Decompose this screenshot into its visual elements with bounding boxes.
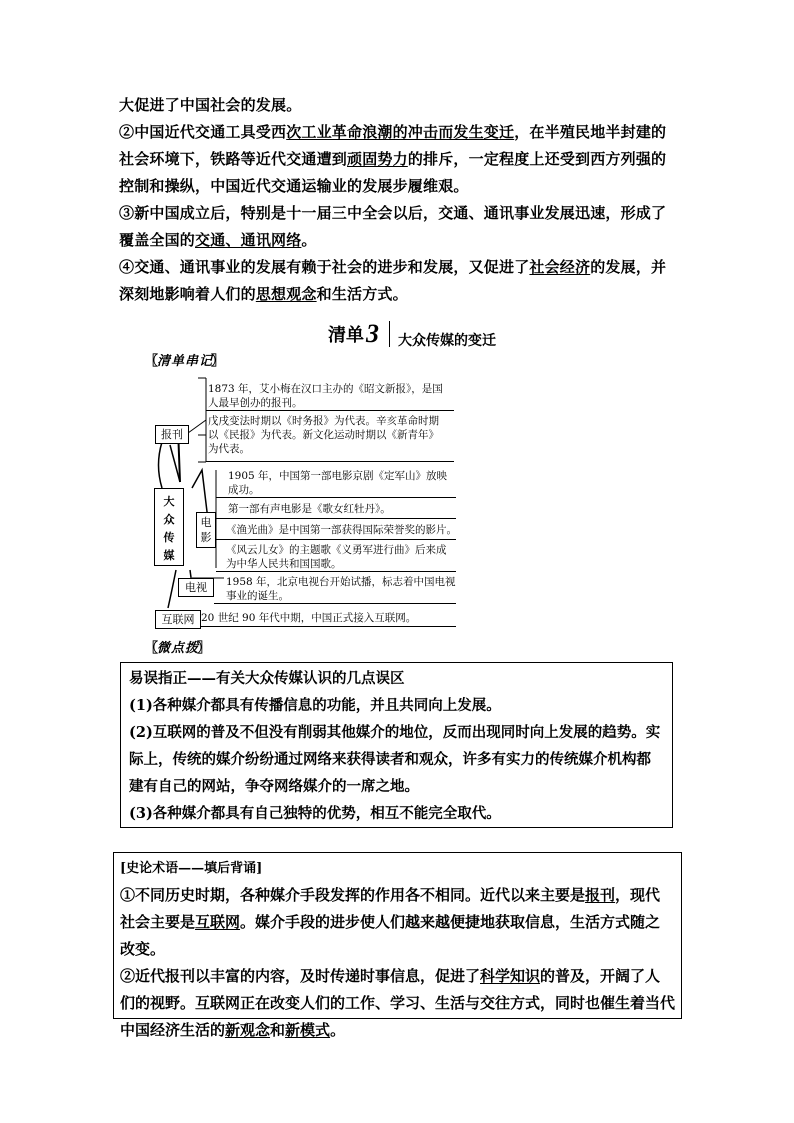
p2-underline-forces: 顽固势力 — [347, 150, 408, 168]
p4-text-a: ④交通、通讯事业的发展有赖于社会的进步和发展，又促进了 — [119, 258, 530, 276]
internet-item-underline — [200, 626, 456, 627]
p2-text-b: ，在半殖民地半封建的社会环境下，铁路等近代交通遭到 — [119, 123, 667, 168]
p2-underline-revolution: 次工业革命浪潮的冲击而发生变迁 — [286, 123, 515, 141]
node-internet: 互联网 — [155, 610, 201, 629]
intro-paragraph-4 — [119, 254, 679, 308]
center-char-3: 传 — [163, 531, 175, 544]
p2-text-c: 的排斥，一定程度上还受到西方列强的控制和操纵，中国近代交通运输业的发展步履维艰。 — [119, 150, 667, 195]
terms-p2-underline-science: 科学知识 — [480, 967, 541, 985]
node-center-mass-media — [154, 488, 184, 566]
terms-box-title: [史论术语——填后背诵] — [120, 861, 263, 876]
terms-p1-text-a: ①不同历史时期，各种媒介手段发挥的作用各不相同。近代以来主要是 — [120, 886, 586, 904]
p4-underline-economy: 社会经济 — [529, 258, 591, 276]
summary-tag: 〖 清单串记 〗 — [145, 350, 225, 369]
intro-paragraph-2 — [119, 119, 679, 200]
center-char-2: 众 — [163, 513, 175, 526]
terms-paragraph-1 — [120, 882, 675, 963]
terms-p1-text-c: 。媒介手段的进步使人们越来越便捷地获取信息，生活方式随之改变。 — [120, 913, 661, 958]
terms-p1-underline-internet: 互联网 — [195, 913, 241, 931]
film-item-2: 第一部有声电影是《歌女红牡丹》。 — [228, 503, 391, 515]
error-correction-box — [120, 662, 673, 828]
terms-p2-text-d: 。 — [330, 1021, 346, 1039]
terms-p2-text-c: 和 — [270, 1021, 286, 1039]
newspaper-item-2-underline — [206, 461, 454, 462]
film-item-1: 1905 年，中国第一部电影京剧《定军山》放映成功。 — [228, 470, 448, 496]
p3-underline-network: 交通、通讯网络 — [195, 231, 302, 249]
film-item-3-underline — [216, 539, 456, 540]
list-heading-subtitle: 大众传媒的变迁 — [398, 333, 496, 349]
p4-text-b: 的发展，并深刻地影响着人们的 — [119, 258, 667, 303]
node-tv: 电视 — [178, 578, 214, 597]
p3-text-a: ③新中国成立后，特别是十一届三中全会以后，交通、通讯事业发展迅速，形成了覆盖全国的 — [119, 204, 667, 249]
film-item-3: 《渔光曲》是中国第一部获得国际荣誉奖的影片。 — [226, 524, 457, 536]
node-film: 电影 — [196, 512, 216, 548]
film-item-1-underline — [216, 497, 456, 498]
intro-line-1: 大促进了中国社会的发展。 — [119, 96, 302, 114]
list-heading-number: 3 — [366, 319, 379, 348]
error-box-item-1: (1)各种媒介都具有传播信息的功能，并且共同向上发展。 — [129, 697, 501, 714]
newspaper-item-1: 1873 年，艾小梅在汉口主办的《昭文新报》，是国人最早创办的报刊。 — [208, 383, 443, 409]
tips-tag: 〖 微点拨 〗 — [145, 637, 211, 656]
film-item-2-underline — [216, 518, 456, 519]
terms-p2-underline-new-ideas: 新观念 — [225, 1021, 271, 1039]
internet-item: 20 世纪 90 年代中期，中国正式接入互联网。 — [201, 612, 417, 624]
terms-box — [113, 852, 682, 1039]
terms-p2-text-b: 的普及，开阔了人们的视野。互联网正在改变人们的工作、学习、生活与交往方式，同时也催生着当代中国经济生活的 — [120, 967, 676, 1039]
newspaper-item-1-underline — [206, 410, 454, 411]
terms-p2-text-a: ②近代报刊以丰富的内容，及时传递时事信息，促进了 — [120, 967, 481, 985]
p4-text-c: 和生活方式。 — [316, 285, 408, 303]
list-heading-divider — [389, 321, 390, 347]
terms-paragraph-2 — [120, 963, 675, 1044]
p3-text-b: 。 — [301, 231, 317, 249]
center-char-1: 大 — [163, 495, 175, 508]
newspaper-item-2: 戊戌变法时期以《时务报》为代表。辛亥革命时期以《民报》为代表。新文化运动时期以《新青年》为代表。 — [208, 415, 439, 455]
error-box-title: 易误指正——有关大众传媒认识的几点误区 — [129, 670, 405, 687]
p2-text-a: ②中国近代交通工具受西 — [119, 123, 287, 141]
list-heading — [328, 318, 496, 350]
terms-p1-text-b: ，现代社会主要是 — [120, 886, 661, 931]
tv-item-underline — [214, 603, 456, 604]
film-item-4: 《风云儿女》的主题歌《义勇军进行曲》后来成为中华人民共和国国歌。 — [226, 544, 447, 570]
tv-item: 1958 年，北京电视台开始试播，标志着中国电视事业的诞生。 — [226, 576, 456, 602]
list-heading-prefix: 清单 — [328, 325, 364, 346]
terms-p1-underline-newspaper: 报刊 — [585, 886, 616, 904]
film-item-4-underline — [216, 571, 456, 572]
terms-p2-underline-new-models: 新模式 — [285, 1021, 331, 1039]
error-box-item-3: (3)各种媒介都具有自己独特的优势，相互不能完全取代。 — [129, 805, 501, 822]
center-char-4: 媒 — [163, 549, 175, 562]
intro-paragraph-3 — [119, 200, 679, 254]
node-newspaper: 报刊 — [155, 425, 189, 444]
error-box-item-2: (2)互联网的普及不但没有削弱其他媒介的地位，反而出现同时向上发展的趋势。实际上，传统的媒介纷纷通过网络来获得读者和观众，许多有实力的传统媒介机构都建有自己的网站，争夺网络媒介的一席之地。 — [129, 724, 661, 795]
p4-underline-ideas: 思想观念 — [255, 285, 317, 303]
